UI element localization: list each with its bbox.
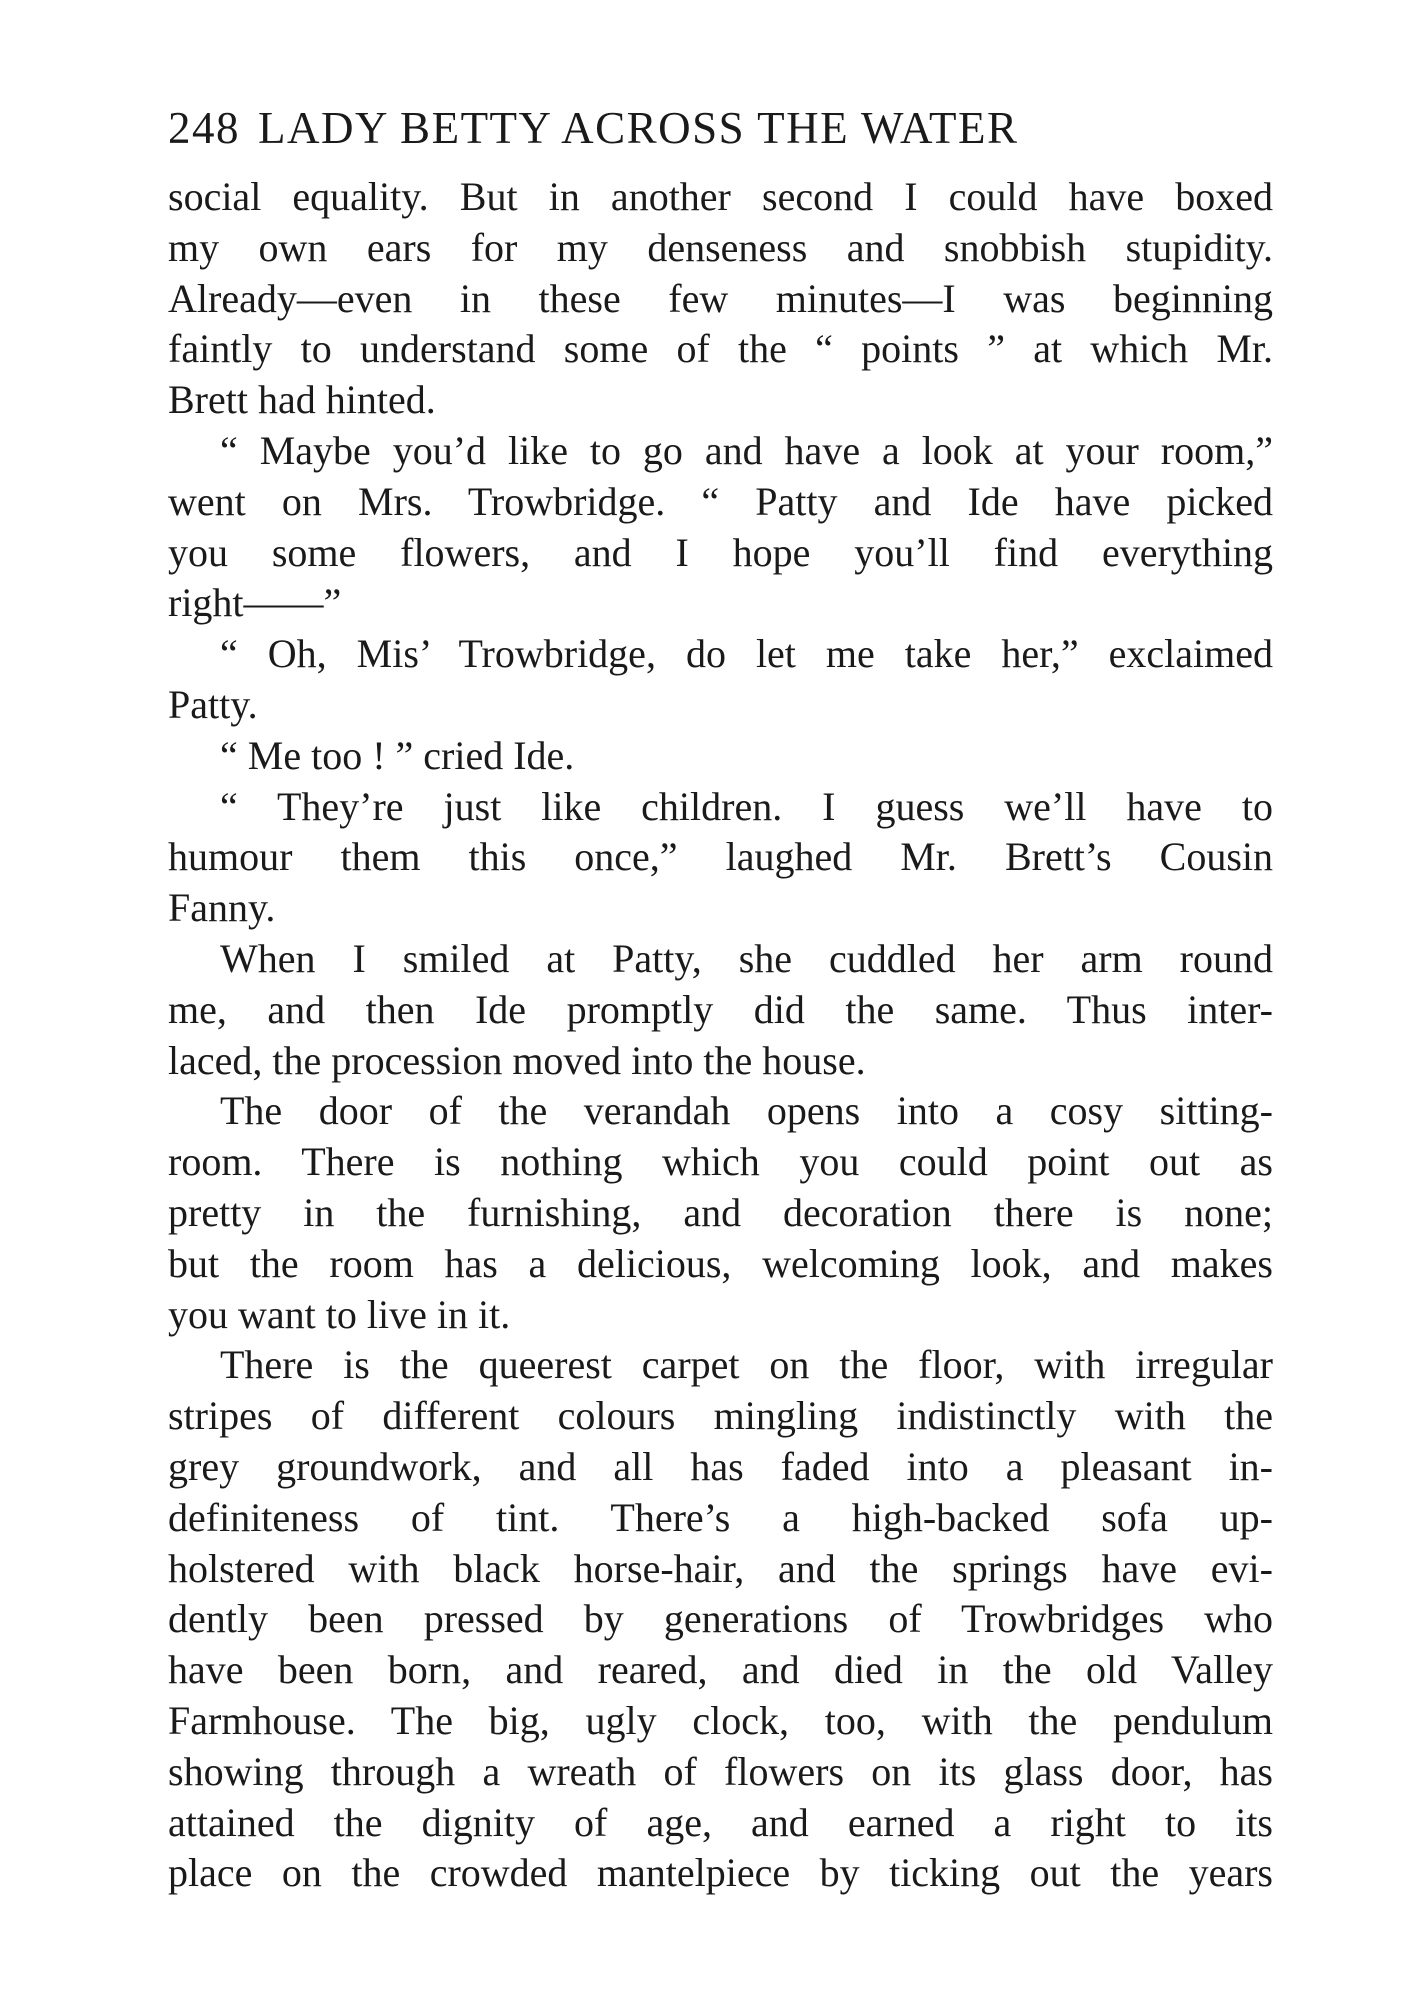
- body-text: [168, 172, 1273, 1899]
- text-line: you some flowers, and I hope you’ll find everything: [168, 529, 1273, 575]
- text-line: Brett had hinted.: [168, 377, 436, 423]
- text-line: have been born, and reared, and died in the old Valley: [168, 1647, 1273, 1693]
- page-header: [168, 100, 1268, 156]
- text-line: me, and then Ide promptly did the same. Thus inter-: [168, 986, 1273, 1032]
- text-line: stripes of different colours mingling indistinctly with the: [168, 1393, 1273, 1439]
- text-line: “ They’re just like children. I guess we’ll have to: [220, 783, 1273, 829]
- text-line: faintly to understand some of the “ points ” at which Mr.: [168, 326, 1273, 372]
- text-line: When I smiled at Patty, she cuddled her arm round: [220, 935, 1273, 981]
- text-line: Farmhouse. The big, ugly clock, too, with the pendulum: [168, 1697, 1273, 1743]
- text-line: “ Oh, Mis’ Trowbridge, do let me take her,” exclaimed: [220, 631, 1273, 677]
- text-line: Already—even in these few minutes—I was beginning: [168, 275, 1273, 321]
- text-line: pretty in the furnishing, and decoration there is none;: [168, 1189, 1273, 1235]
- text-line: Patty.: [168, 681, 258, 727]
- text-line: attained the dignity of age, and earned a right to its: [168, 1799, 1273, 1845]
- text-line: There is the queerest carpet on the floor, with irregular: [220, 1342, 1273, 1388]
- text-line: my own ears for my denseness and snobbish stupidity.: [168, 224, 1273, 270]
- text-line: social equality. But in another second I could have boxed: [168, 174, 1273, 219]
- page-number: 248: [168, 103, 240, 153]
- text-line: went on Mrs. Trowbridge. “ Patty and Ide have picked: [168, 478, 1273, 524]
- text-line: laced, the procession moved into the house.: [168, 1037, 866, 1083]
- text-line: humour them this once,” laughed Mr. Brett’s Cousin: [168, 834, 1273, 880]
- text-line: holstered with black horse-hair, and the springs have evi-: [168, 1545, 1273, 1591]
- text-line: showing through a wreath of flowers on its glass door, has: [168, 1748, 1273, 1794]
- text-line: “ Maybe you’d like to go and have a look at your room,”: [220, 427, 1273, 473]
- text-line: place on the crowded mantelpiece by ticking out the years: [168, 1850, 1273, 1896]
- text-line: Fanny.: [168, 885, 276, 931]
- text-line: “ Me too ! ” cried Ide.: [220, 732, 575, 778]
- text-line: right——”: [168, 580, 342, 626]
- text-line: The door of the verandah opens into a cosy sitting-: [220, 1088, 1273, 1134]
- text-line: you want to live in it.: [168, 1291, 511, 1337]
- text-line: definiteness of tint. There’s a high-backed sofa up-: [168, 1494, 1273, 1540]
- text-line: room. There is nothing which you could point out as: [168, 1139, 1273, 1185]
- running-title: LADY BETTY ACROSS THE WATER: [258, 103, 1019, 153]
- text-line: but the room has a delicious, welcoming look, and makes: [168, 1240, 1273, 1286]
- text-line: dently been pressed by generations of Trowbridges who: [168, 1596, 1273, 1642]
- text-line: grey groundwork, and all has faded into a pleasant in-: [168, 1443, 1273, 1489]
